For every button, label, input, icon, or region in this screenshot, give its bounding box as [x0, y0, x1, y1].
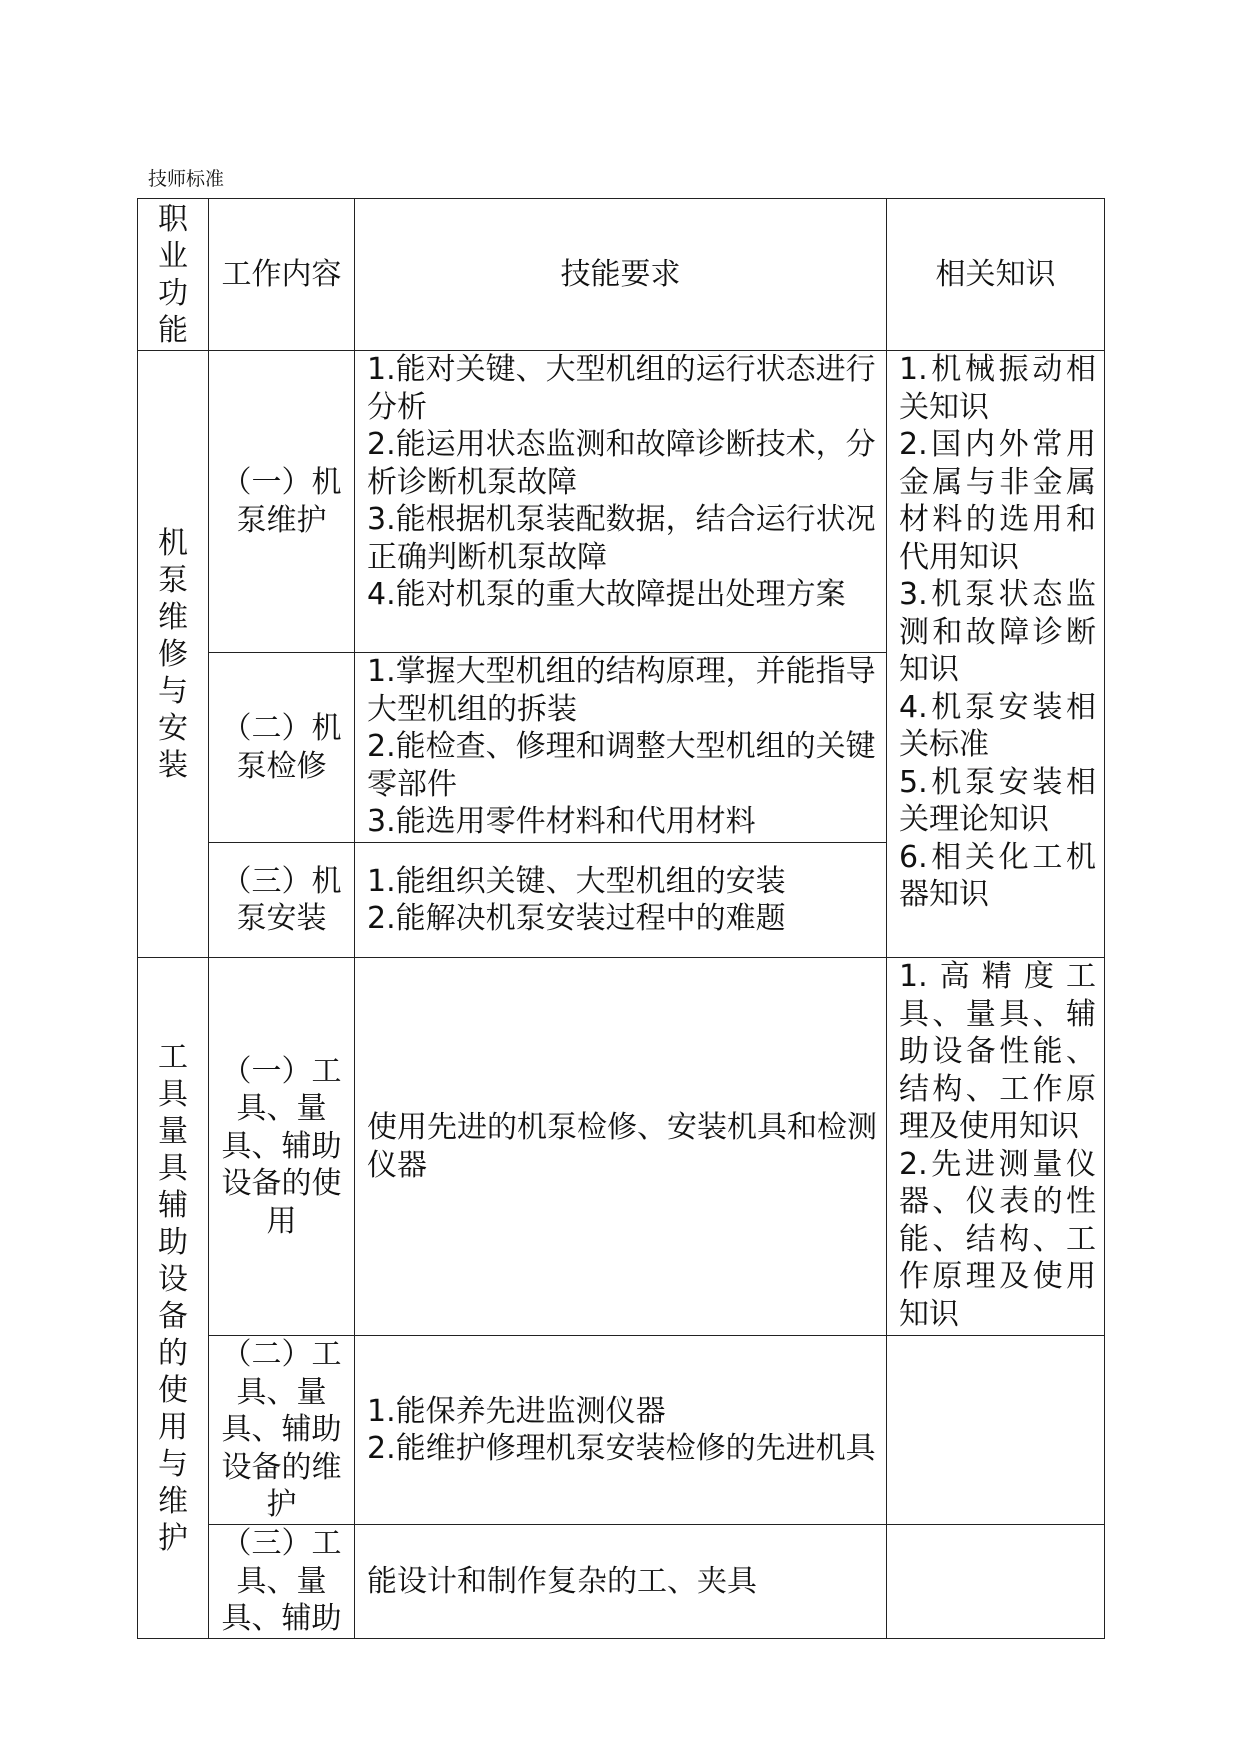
work-label: （三）工具、量具、辅助 [221, 1526, 342, 1637]
work-cell [209, 1336, 355, 1525]
function-pump-label: 机泵维修与安装 [158, 525, 188, 783]
work-label: （一）机泵维护 [221, 465, 342, 538]
document-caption: 技师标准 [148, 168, 225, 190]
header-work: 工作内容 [221, 256, 342, 292]
header-knowledge: 相关知识 [935, 256, 1056, 292]
work-cell [209, 351, 355, 653]
header-knowledge-cell [887, 199, 1105, 351]
table-header-row [138, 199, 1105, 351]
knowledge-item: 5.机泵安装相关理论知识 [899, 764, 1096, 837]
knowledge-item: 2.先进测量仪器、仪表的性能、结构、工作原理及使用知识 [899, 1146, 1096, 1332]
knowledge-item: 3.机泵状态监测和故障诊断知识 [899, 577, 1096, 687]
work-label: （二）工具、量具、辅助设备的维护 [221, 1337, 342, 1523]
skill-cell [355, 843, 887, 958]
skill-cell [355, 653, 887, 843]
standards-table [137, 198, 1105, 1639]
skill-cell [355, 351, 887, 653]
skill-cell [355, 958, 887, 1336]
knowledge-cell-empty [887, 1336, 1105, 1525]
function-tools-label: 工具量具辅助设备的使用与维护 [158, 1040, 188, 1556]
table-row [138, 351, 1105, 653]
function-cell-tools [138, 958, 209, 1639]
skill-item: 1.能保养先进监测仪器 [367, 1393, 666, 1429]
header-skill-cell [355, 199, 887, 351]
table-row [138, 1525, 1105, 1639]
knowledge-cell [887, 958, 1105, 1336]
skill-item: 2.能检查、修理和调整大型机组的关键零部件 [367, 729, 876, 802]
skill-item: 3.能根据机泵装配数据，结合运行状况正确判断机泵故障 [367, 502, 876, 575]
knowledge-item: 1.高精度工具、量具、辅助设备性能、结构、工作原理及使用知识 [899, 959, 1096, 1144]
skill-item: 3.能选用零件材料和代用材料 [367, 804, 756, 839]
work-label: （一）工具、量具、辅助设备的使用 [221, 1053, 342, 1239]
skill-item: 1.能组织关键、大型机组的安装 [367, 863, 786, 899]
work-label: （三）机泵安装 [221, 863, 342, 936]
knowledge-item: 2.国内外常用金属与非金属材料的选用和代用知识 [899, 427, 1096, 575]
work-cell [209, 958, 355, 1336]
work-cell [209, 653, 355, 843]
knowledge-cell-empty [887, 1525, 1105, 1639]
table-row [138, 1336, 1105, 1525]
function-cell-pump [138, 351, 209, 958]
skill-item: 1.掌握大型机组的结构原理，并能指导大型机组的拆装 [367, 654, 876, 727]
skill-cell [355, 1336, 887, 1525]
knowledge-item: 4.机泵安装相关标准 [899, 689, 1096, 762]
work-cell [209, 843, 355, 958]
skill-item: 4.能对机泵的重大故障提出处理方案 [367, 577, 846, 612]
skill-cell [355, 1525, 887, 1639]
work-cell [209, 1525, 355, 1639]
table-row [138, 958, 1105, 1336]
header-work-cell [209, 199, 355, 351]
header-function-cell [138, 199, 209, 351]
skill-item: 2.能解决机泵安装过程中的难题 [367, 901, 786, 936]
header-function: 职业功能 [158, 201, 188, 348]
skill-item: 1.能对关键、大型机组的运行状态进行分析 [367, 352, 876, 425]
knowledge-cell-pump [887, 351, 1105, 958]
skill-item: 2.能维护修理机泵安装检修的先进机具 [367, 1431, 876, 1466]
skill-item: 能设计和制作复杂的工、夹具 [367, 1563, 757, 1599]
skill-item: 2.能运用状态监测和故障诊断技术，分析诊断机泵故障 [367, 427, 876, 500]
work-label: （二）机泵检修 [221, 711, 342, 784]
knowledge-item: 1.机械振动相关知识 [899, 352, 1096, 425]
knowledge-item: 6.相关化工机器知识 [899, 839, 1096, 912]
skill-item: 使用先进的机泵检修、安装机具和检测仪器 [367, 1110, 877, 1183]
header-skill: 技能要求 [560, 256, 681, 292]
